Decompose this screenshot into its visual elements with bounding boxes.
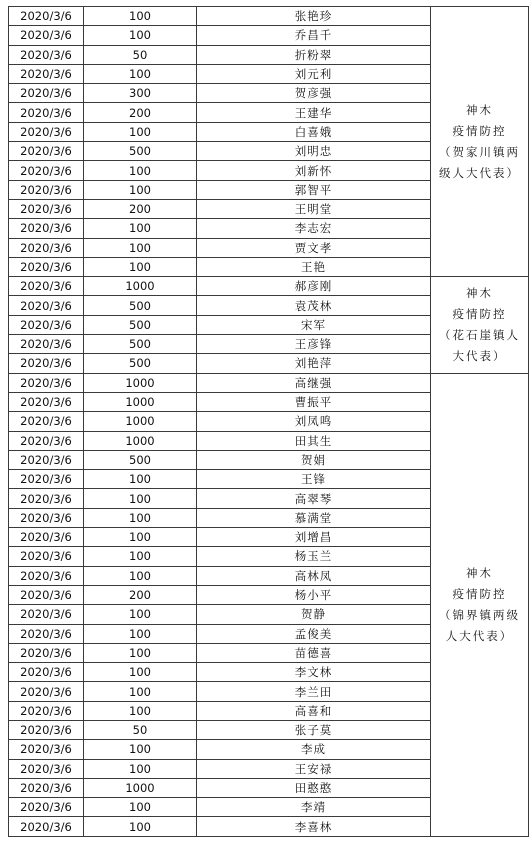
name-cell: 王艳 [197,257,431,276]
name-cell: 李志宏 [197,219,431,238]
date-cell: 2020/3/6 [9,161,84,180]
date-cell: 2020/3/6 [9,759,84,778]
amount-cell: 200 [84,103,197,122]
date-cell: 2020/3/6 [9,817,84,836]
name-cell: 刘增昌 [197,528,431,547]
date-cell: 2020/3/6 [9,547,84,566]
name-cell: 高林凤 [197,566,431,585]
name-cell: 杨小平 [197,585,431,604]
group-note-cell [431,277,529,373]
date-cell: 2020/3/6 [9,720,84,739]
name-cell: 张艳珍 [197,7,431,26]
date-cell: 2020/3/6 [9,122,84,141]
group-note-line: 神木 [466,102,493,117]
name-cell: 李文林 [197,663,431,682]
amount-cell: 200 [84,199,197,218]
table-row [9,7,529,26]
amount-cell: 1000 [84,431,197,450]
group-note-line: 疫情防控 [452,123,507,138]
amount-cell: 100 [84,528,197,547]
amount-cell: 100 [84,161,197,180]
amount-cell: 100 [84,64,197,83]
amount-cell: 100 [84,817,197,836]
name-cell: 王建华 [197,103,431,122]
name-cell: 张子莫 [197,720,431,739]
donation-table [8,6,529,837]
date-cell: 2020/3/6 [9,431,84,450]
date-cell: 2020/3/6 [9,643,84,662]
amount-cell: 1000 [84,778,197,797]
name-cell: 刘明忠 [197,142,431,161]
date-cell: 2020/3/6 [9,315,84,334]
date-cell: 2020/3/6 [9,663,84,682]
date-cell: 2020/3/6 [9,45,84,64]
name-cell: 田其生 [197,431,431,450]
date-cell: 2020/3/6 [9,508,84,527]
amount-cell: 100 [84,7,197,26]
date-cell: 2020/3/6 [9,335,84,354]
amount-cell: 1000 [84,412,197,431]
date-cell: 2020/3/6 [9,470,84,489]
name-cell: 刘元利 [197,64,431,83]
name-cell: 袁茂林 [197,296,431,315]
name-cell: 郭智平 [197,180,431,199]
group-note-line: 神木 [466,285,493,300]
date-cell: 2020/3/6 [9,373,84,392]
date-cell: 2020/3/6 [9,682,84,701]
group-note-line: 人大代表） [445,628,514,643]
amount-cell: 100 [84,798,197,817]
date-cell: 2020/3/6 [9,26,84,45]
name-cell: 李喜林 [197,817,431,836]
amount-cell: 200 [84,585,197,604]
name-cell: 孟俊美 [197,624,431,643]
amount-cell: 500 [84,315,197,334]
name-cell: 贾文孝 [197,238,431,257]
date-cell: 2020/3/6 [9,199,84,218]
amount-cell: 500 [84,296,197,315]
name-cell: 贺静 [197,605,431,624]
group-note-cell [431,7,529,277]
date-cell: 2020/3/6 [9,778,84,797]
name-cell: 郝彦刚 [197,277,431,296]
amount-cell: 100 [84,257,197,276]
date-cell: 2020/3/6 [9,180,84,199]
date-cell: 2020/3/6 [9,64,84,83]
amount-cell: 100 [84,238,197,257]
amount-cell: 100 [84,180,197,199]
name-cell: 李成 [197,740,431,759]
amount-cell: 100 [84,701,197,720]
group-note-line: 大代表） [452,348,507,363]
date-cell: 2020/3/6 [9,585,84,604]
name-cell: 李靖 [197,798,431,817]
date-cell: 2020/3/6 [9,740,84,759]
date-cell: 2020/3/6 [9,605,84,624]
date-cell: 2020/3/6 [9,103,84,122]
amount-cell: 1000 [84,277,197,296]
name-cell: 王彦锋 [197,335,431,354]
amount-cell: 100 [84,547,197,566]
amount-cell: 100 [84,26,197,45]
group-note-line: （花石崖镇人 [439,327,520,342]
name-cell: 王锋 [197,470,431,489]
date-cell: 2020/3/6 [9,238,84,257]
group-note-line: （贺家川镇两 [439,144,520,159]
date-cell: 2020/3/6 [9,296,84,315]
table-row [9,277,529,296]
amount-cell: 100 [84,122,197,141]
name-cell: 王明堂 [197,199,431,218]
amount-cell: 100 [84,508,197,527]
amount-cell: 500 [84,142,197,161]
name-cell: 李兰田 [197,682,431,701]
amount-cell: 100 [84,740,197,759]
amount-cell: 500 [84,354,197,373]
name-cell: 王安禄 [197,759,431,778]
amount-cell: 50 [84,720,197,739]
group-note-line: 疫情防控 [452,306,507,321]
date-cell: 2020/3/6 [9,450,84,469]
amount-cell: 1000 [84,373,197,392]
name-cell: 高翠琴 [197,489,431,508]
amount-cell: 1000 [84,392,197,411]
name-cell: 贺彦强 [197,84,431,103]
amount-cell: 100 [84,566,197,585]
date-cell: 2020/3/6 [9,412,84,431]
amount-cell: 100 [84,489,197,508]
group-note-cell [431,373,529,836]
donation-table-body [9,7,529,837]
date-cell: 2020/3/6 [9,392,84,411]
name-cell: 慕满堂 [197,508,431,527]
group-note-line: （锦界镇两级 [439,607,520,622]
name-cell: 宋军 [197,315,431,334]
date-cell: 2020/3/6 [9,798,84,817]
date-cell: 2020/3/6 [9,528,84,547]
amount-cell: 100 [84,682,197,701]
name-cell: 曹振平 [197,392,431,411]
name-cell: 苗德喜 [197,643,431,662]
amount-cell: 100 [84,759,197,778]
name-cell: 折粉翠 [197,45,431,64]
name-cell: 白喜娥 [197,122,431,141]
date-cell: 2020/3/6 [9,566,84,585]
name-cell: 刘艳萍 [197,354,431,373]
name-cell: 高继强 [197,373,431,392]
date-cell: 2020/3/6 [9,257,84,276]
amount-cell: 500 [84,335,197,354]
group-note-line: 级人大代表） [439,165,520,180]
amount-cell: 50 [84,45,197,64]
name-cell: 刘新怀 [197,161,431,180]
name-cell: 刘凤鸣 [197,412,431,431]
name-cell: 田憨憨 [197,778,431,797]
amount-cell: 100 [84,470,197,489]
name-cell: 贺娟 [197,450,431,469]
date-cell: 2020/3/6 [9,219,84,238]
date-cell: 2020/3/6 [9,7,84,26]
amount-cell: 500 [84,450,197,469]
date-cell: 2020/3/6 [9,354,84,373]
name-cell: 乔昌千 [197,26,431,45]
date-cell: 2020/3/6 [9,489,84,508]
date-cell: 2020/3/6 [9,84,84,103]
name-cell: 高喜和 [197,701,431,720]
table-row [9,373,529,392]
date-cell: 2020/3/6 [9,142,84,161]
amount-cell: 100 [84,663,197,682]
amount-cell: 100 [84,605,197,624]
amount-cell: 100 [84,643,197,662]
date-cell: 2020/3/6 [9,624,84,643]
amount-cell: 100 [84,219,197,238]
name-cell: 杨玉兰 [197,547,431,566]
date-cell: 2020/3/6 [9,277,84,296]
amount-cell: 300 [84,84,197,103]
group-note-line: 疫情防控 [452,586,507,601]
date-cell: 2020/3/6 [9,701,84,720]
amount-cell: 100 [84,624,197,643]
group-note-line: 神木 [466,565,493,580]
